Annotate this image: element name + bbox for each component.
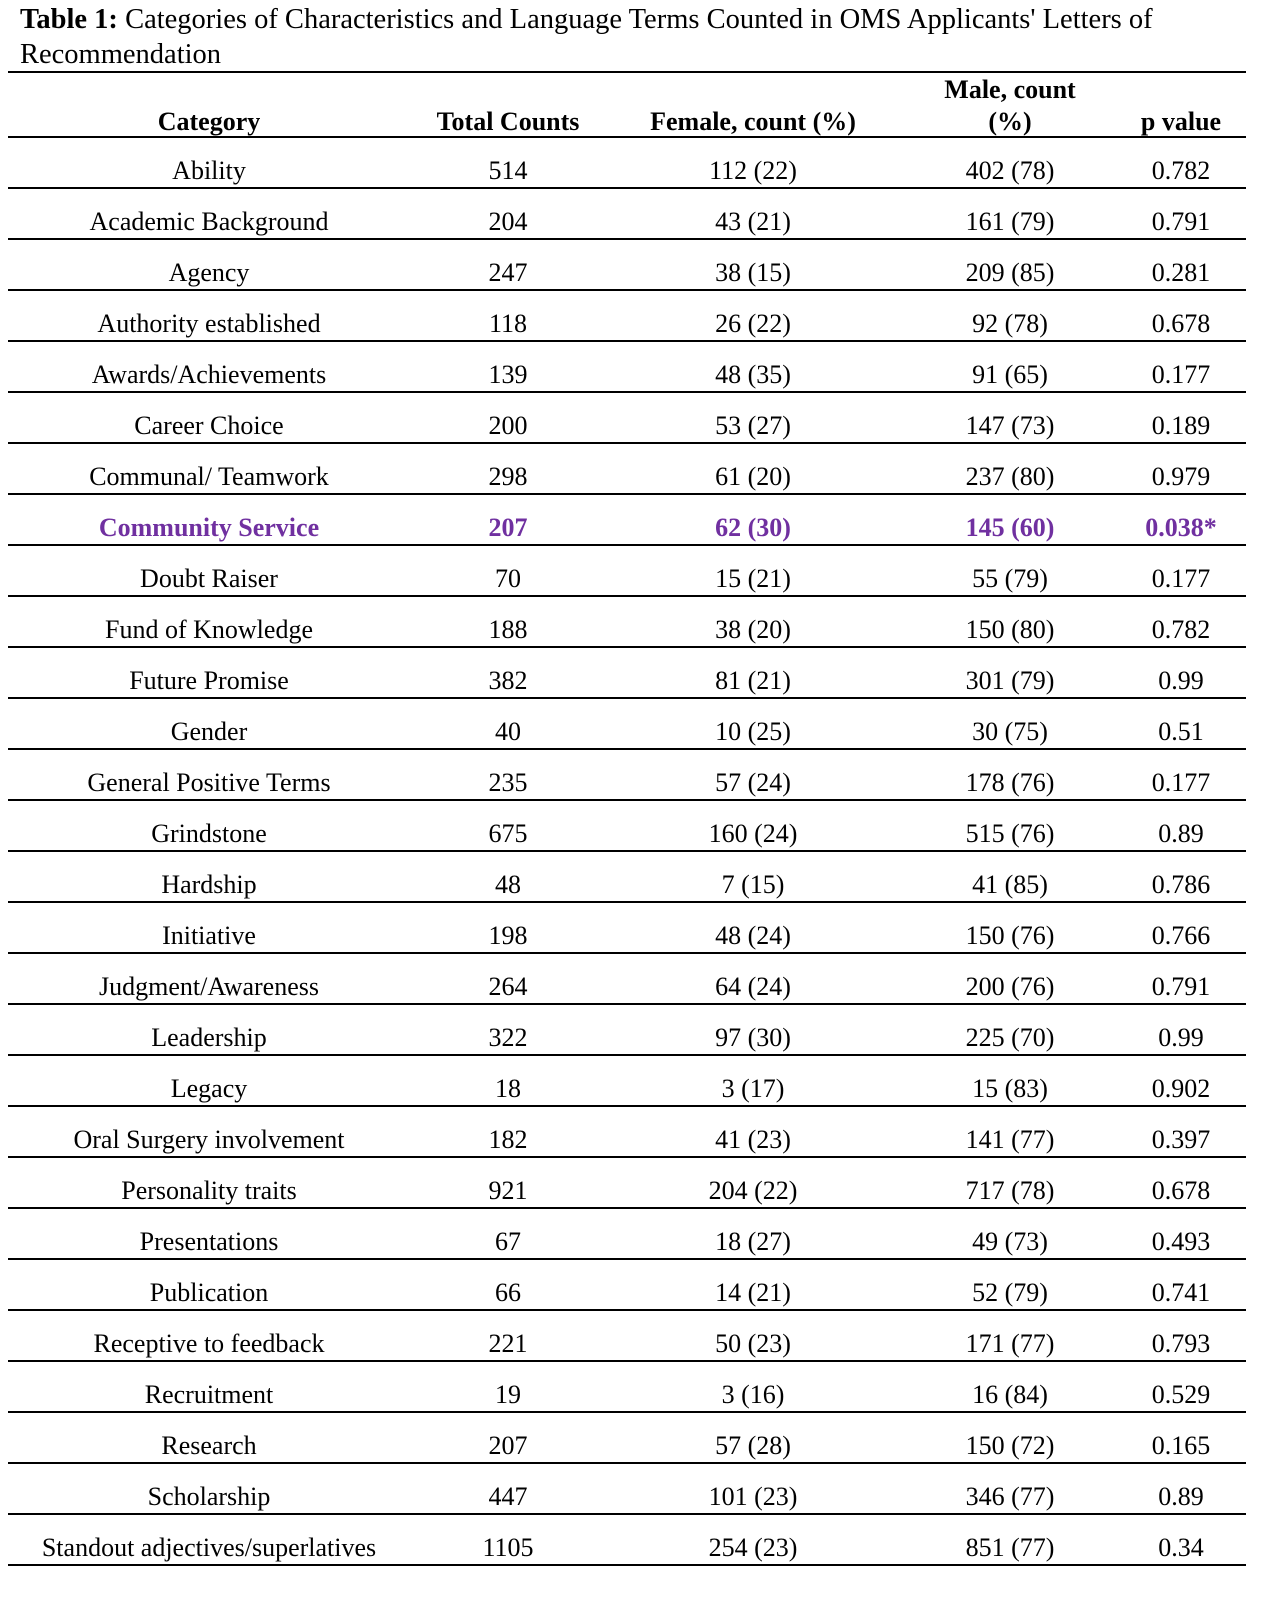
table-row	[8, 852, 1246, 903]
table-row	[8, 1413, 1246, 1464]
table-row	[8, 699, 1246, 750]
cell-category: Grindstone	[151, 819, 267, 848]
table-row	[8, 1311, 1246, 1362]
table-row	[8, 1464, 1246, 1515]
cell-p-value: 0.89	[1158, 819, 1204, 848]
cell-category: Doubt Raiser	[140, 564, 278, 593]
cell-total-counts: 675	[488, 819, 528, 848]
cell-category: Authority established	[97, 309, 321, 338]
cell-total-counts: 188	[488, 615, 528, 644]
cell-female-count: 38 (15)	[715, 258, 791, 287]
table-row	[8, 1056, 1246, 1107]
cell-total-counts: 139	[488, 360, 528, 389]
cell-female-count: 204 (22)	[708, 1176, 798, 1205]
cell-male-count: 717 (78)	[965, 1176, 1055, 1205]
cell-total-counts: 298	[488, 462, 528, 491]
cell-category: Standout adjectives/superlatives	[41, 1533, 377, 1562]
cell-total-counts: 235	[488, 768, 528, 797]
cell-total-counts: 207	[488, 1431, 528, 1460]
cell-male-count: 200 (76)	[965, 972, 1055, 1001]
cell-male-count: 91 (65)	[972, 360, 1048, 389]
data-table	[8, 71, 1246, 1566]
cell-male-count: 30 (75)	[972, 717, 1048, 746]
cell-female-count: 61 (20)	[715, 462, 791, 491]
cell-male-count: 225 (70)	[965, 1023, 1055, 1052]
cell-male-count: 49 (73)	[972, 1227, 1048, 1256]
cell-category: Awards/Achievements	[91, 360, 327, 389]
cell-male-count: 301 (79)	[965, 666, 1055, 695]
header-male-count: Male, count (%)	[944, 75, 1076, 136]
table-row	[8, 342, 1246, 393]
cell-male-count: 141 (77)	[965, 1125, 1055, 1154]
cell-category: Judgment/Awareness	[98, 972, 320, 1001]
cell-total-counts: 48	[495, 870, 521, 899]
cell-category: Receptive to feedback	[93, 1329, 325, 1358]
cell-category: Agency	[168, 258, 250, 287]
cell-p-value: 0.397	[1151, 1125, 1211, 1154]
cell-p-value: 0.793	[1151, 1329, 1211, 1358]
cell-total-counts: 182	[488, 1125, 528, 1154]
cell-female-count: 64 (24)	[715, 972, 791, 1001]
cell-p-value: 0.529	[1151, 1380, 1211, 1409]
cell-male-count: 55 (79)	[972, 564, 1048, 593]
cell-male-count: 178 (76)	[965, 768, 1055, 797]
table-row	[8, 954, 1246, 1005]
header-female-count: Female, count (%)	[650, 107, 856, 136]
cell-total-counts: 70	[495, 564, 521, 593]
cell-female-count: 48 (24)	[715, 921, 791, 950]
cell-category: Legacy	[170, 1074, 248, 1103]
cell-female-count: 43 (21)	[715, 207, 791, 236]
cell-p-value: 0.782	[1151, 156, 1211, 185]
cell-female-count: 97 (30)	[715, 1023, 791, 1052]
cell-category: Academic Background	[89, 207, 329, 236]
cell-total-counts: 221	[488, 1329, 528, 1358]
cell-female-count: 62 (30)	[715, 513, 791, 542]
table-row	[8, 750, 1246, 801]
table-caption-label: Table 1:	[20, 4, 118, 35]
header-category: Category	[157, 107, 261, 136]
cell-category: Publication	[149, 1278, 269, 1307]
cell-p-value: 0.766	[1151, 921, 1211, 950]
table-row	[8, 1515, 1246, 1566]
cell-female-count: 81 (21)	[715, 666, 791, 695]
cell-p-value: 0.89	[1158, 1482, 1204, 1511]
cell-male-count: 209 (85)	[965, 258, 1055, 287]
cell-total-counts: 204	[488, 207, 528, 236]
cell-female-count: 3 (17)	[721, 1074, 785, 1103]
cell-category: Presentations	[139, 1227, 279, 1256]
cell-female-count: 57 (24)	[715, 768, 791, 797]
cell-female-count: 53 (27)	[715, 411, 791, 440]
cell-male-count: 16 (84)	[972, 1380, 1048, 1409]
cell-total-counts: 18	[495, 1074, 521, 1103]
cell-p-value: 0.177	[1151, 360, 1211, 389]
table-row	[8, 393, 1246, 444]
table-body	[8, 138, 1246, 1566]
table-row	[8, 546, 1246, 597]
table-caption-text: Categories of Characteristics and Language Terms Counted in OMS Applicants' Letters of Recommendation	[20, 4, 1153, 70]
cell-male-count: 150 (72)	[965, 1431, 1055, 1460]
cell-male-count: 237 (80)	[965, 462, 1055, 491]
cell-p-value: 0.902	[1151, 1074, 1211, 1103]
table-row	[8, 1209, 1246, 1260]
cell-total-counts: 66	[495, 1278, 521, 1307]
cell-category: Communal/ Teamwork	[89, 462, 329, 491]
cell-total-counts: 322	[488, 1023, 528, 1052]
cell-male-count: 41 (85)	[972, 870, 1048, 899]
cell-total-counts: 1105	[482, 1533, 534, 1562]
cell-total-counts: 264	[488, 972, 528, 1001]
cell-female-count: 50 (23)	[715, 1329, 791, 1358]
cell-category: Gender	[170, 717, 248, 746]
table-row	[8, 597, 1246, 648]
cell-female-count: 254 (23)	[708, 1533, 798, 1562]
cell-male-count: 346 (77)	[965, 1482, 1055, 1511]
cell-total-counts: 40	[495, 717, 521, 746]
cell-total-counts: 19	[495, 1380, 521, 1409]
cell-p-value: 0.177	[1151, 564, 1211, 593]
cell-male-count: 150 (76)	[965, 921, 1055, 950]
cell-total-counts: 207	[488, 513, 528, 542]
cell-male-count: 15 (83)	[972, 1074, 1048, 1103]
cell-female-count: 57 (28)	[715, 1431, 791, 1460]
table-row	[8, 903, 1246, 954]
cell-total-counts: 198	[488, 921, 528, 950]
cell-p-value: 0.281	[1151, 258, 1211, 287]
cell-p-value: 0.038*	[1145, 513, 1217, 542]
cell-p-value: 0.741	[1151, 1278, 1211, 1307]
cell-category: Personality traits	[121, 1176, 297, 1205]
table-caption	[20, 2, 1270, 72]
cell-p-value: 0.51	[1158, 717, 1204, 746]
cell-male-count: 402 (78)	[965, 156, 1055, 185]
header-p-value: p value	[1140, 107, 1222, 136]
cell-female-count: 10 (25)	[715, 717, 791, 746]
cell-p-value: 0.786	[1151, 870, 1211, 899]
cell-male-count: 145 (60)	[965, 513, 1055, 542]
table-row	[8, 1158, 1246, 1209]
cell-male-count: 150 (80)	[965, 615, 1055, 644]
cell-p-value: 0.99	[1158, 666, 1204, 695]
cell-female-count: 38 (20)	[715, 615, 791, 644]
cell-category: Scholarship	[147, 1482, 271, 1511]
cell-p-value: 0.678	[1151, 1176, 1211, 1205]
cell-total-counts: 200	[488, 411, 528, 440]
table-row	[8, 1005, 1246, 1056]
cell-p-value: 0.189	[1151, 411, 1211, 440]
table-row	[8, 444, 1246, 495]
cell-female-count: 112 (22)	[709, 156, 797, 185]
table-row	[8, 138, 1246, 189]
cell-male-count: 515 (76)	[965, 819, 1055, 848]
cell-p-value: 0.979	[1151, 462, 1211, 491]
cell-female-count: 3 (16)	[721, 1380, 785, 1409]
cell-male-count: 147 (73)	[965, 411, 1055, 440]
cell-p-value: 0.99	[1158, 1023, 1204, 1052]
cell-category: Community Service	[98, 513, 320, 542]
cell-category: Recruitment	[144, 1380, 274, 1409]
cell-category: Future Promise	[129, 666, 289, 695]
cell-female-count: 14 (21)	[715, 1278, 791, 1307]
table-row	[8, 495, 1246, 546]
cell-female-count: 26 (22)	[715, 309, 791, 338]
header-total-counts: Total Counts	[436, 107, 580, 136]
cell-p-value: 0.177	[1151, 768, 1211, 797]
cell-p-value: 0.791	[1151, 207, 1211, 236]
table-row	[8, 240, 1246, 291]
cell-category: Ability	[172, 156, 246, 185]
cell-male-count: 92 (78)	[972, 309, 1048, 338]
cell-total-counts: 118	[488, 309, 528, 338]
cell-category: Oral Surgery involvement	[73, 1125, 345, 1154]
table-row	[8, 291, 1246, 342]
cell-p-value: 0.782	[1151, 615, 1211, 644]
cell-category: Career Choice	[134, 411, 284, 440]
cell-category: Fund of Knowledge	[105, 615, 313, 644]
cell-total-counts: 514	[488, 156, 528, 185]
cell-category: Hardship	[161, 870, 257, 899]
cell-total-counts: 382	[488, 666, 528, 695]
cell-male-count: 52 (79)	[972, 1278, 1048, 1307]
cell-female-count: 48 (35)	[715, 360, 791, 389]
table-row	[8, 801, 1246, 852]
cell-male-count: 171 (77)	[965, 1329, 1055, 1358]
cell-p-value: 0.165	[1151, 1431, 1211, 1460]
cell-total-counts: 447	[488, 1482, 528, 1511]
cell-p-value: 0.493	[1151, 1227, 1211, 1256]
cell-female-count: 160 (24)	[708, 819, 798, 848]
cell-total-counts: 921	[488, 1176, 528, 1205]
cell-female-count: 18 (27)	[715, 1227, 791, 1256]
cell-category: General Positive Terms	[87, 768, 331, 797]
table-row	[8, 1260, 1246, 1311]
table-row	[8, 1362, 1246, 1413]
table-row	[8, 1107, 1246, 1158]
table-row	[8, 189, 1246, 240]
table-header-row	[8, 73, 1246, 138]
cell-category: Initiative	[162, 921, 256, 950]
cell-female-count: 15 (21)	[715, 564, 791, 593]
cell-female-count: 7 (15)	[721, 870, 785, 899]
cell-female-count: 41 (23)	[715, 1125, 791, 1154]
cell-total-counts: 67	[495, 1227, 521, 1256]
cell-total-counts: 247	[488, 258, 528, 287]
cell-male-count: 851 (77)	[965, 1533, 1055, 1562]
cell-male-count: 161 (79)	[965, 207, 1055, 236]
table-row	[8, 648, 1246, 699]
cell-category: Leadership	[151, 1023, 267, 1052]
cell-p-value: 0.791	[1151, 972, 1211, 1001]
cell-female-count: 101 (23)	[708, 1482, 798, 1511]
cell-p-value: 0.678	[1151, 309, 1211, 338]
cell-p-value: 0.34	[1158, 1533, 1204, 1562]
cell-category: Research	[161, 1431, 257, 1460]
